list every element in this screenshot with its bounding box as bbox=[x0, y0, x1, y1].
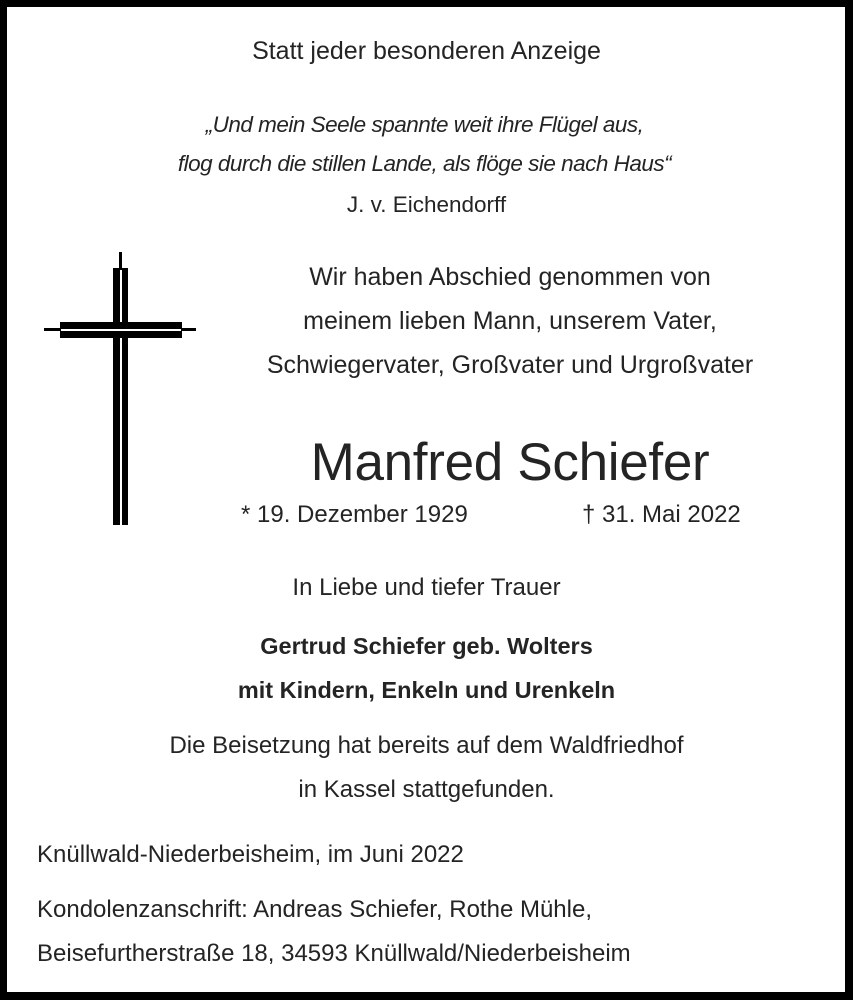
cross-icon bbox=[0, 0, 220, 540]
burial-line-2: in Kassel stattgefunden. bbox=[298, 776, 555, 803]
quote-line-2: flog durch die stillen Lande, als flöge sie nach Haus“ bbox=[177, 151, 672, 176]
birth-date: * 19. Dezember 1929 bbox=[241, 501, 468, 528]
death-date: † 31. Mai 2022 bbox=[582, 501, 741, 528]
quote-author: J. v. Eichendorff bbox=[346, 192, 507, 217]
quote-line-1: „Und mein Seele spannte weit ihre Flügel aus, bbox=[205, 112, 644, 137]
header-text: Statt jeder besonderen Anzeige bbox=[252, 37, 601, 65]
mourners-line-1: Gertrud Schiefer geb. Wolters bbox=[260, 633, 593, 659]
intro-line-1: Wir haben Abschied genommen von bbox=[309, 263, 711, 291]
burial-line-1: Die Beisetzung hat bereits auf dem Waldfriedhof bbox=[169, 732, 684, 759]
condolence-address-line-2: Beisefurtherstraße 18, 34593 Knüllwald/Niederbeisheim bbox=[37, 940, 631, 967]
intro-line-3: Schwiegervater, Großvater und Urgroßvater bbox=[266, 351, 754, 379]
mourners-line-2: mit Kindern, Enkeln und Urenkeln bbox=[237, 677, 616, 703]
place-and-date: Knüllwald-Niederbeisheim, im Juni 2022 bbox=[37, 841, 464, 868]
deceased-name: Manfred Schiefer bbox=[310, 433, 710, 492]
intro-line-2: meinem lieben Mann, unserem Vater, bbox=[303, 307, 717, 335]
mourning-line: In Liebe und tiefer Trauer bbox=[292, 574, 561, 601]
condolence-address-line-1: Kondolenzanschrift: Andreas Schiefer, Rothe Mühle, bbox=[37, 896, 592, 923]
